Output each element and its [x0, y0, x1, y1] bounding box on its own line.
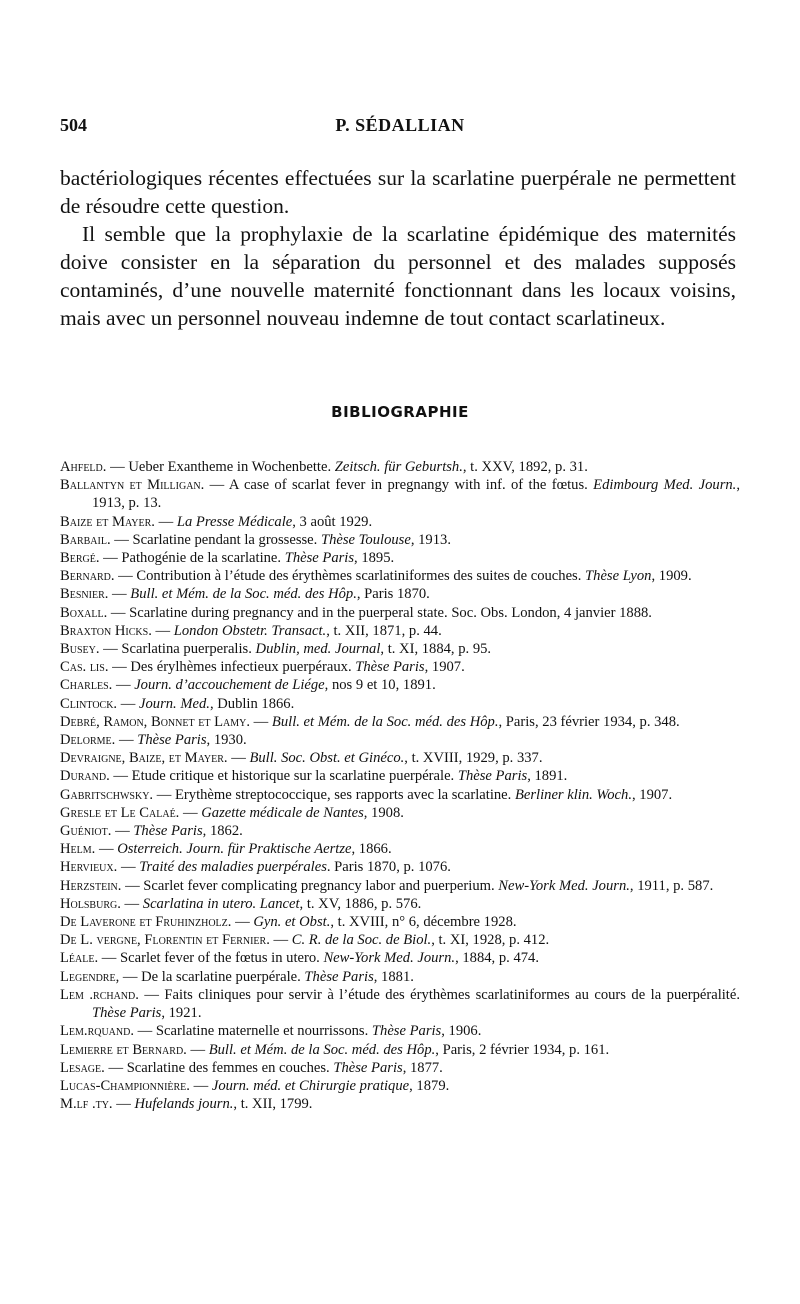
entry-source: Journ. Med. — [139, 695, 210, 712]
bibliography-entry — [60, 604, 740, 622]
bibliography-entry — [60, 840, 740, 858]
entry-text: — — [120, 695, 139, 712]
entry-source: New-York Med. Journ. — [323, 950, 456, 967]
entry-source: Thèse Paris — [355, 659, 425, 676]
entry-details: , 1909. — [651, 568, 692, 585]
body-text — [60, 164, 736, 332]
entry-details: , t. XVIII, 1929, p. 337. — [404, 750, 543, 767]
entry-details: , 1913. — [410, 531, 451, 548]
entry-text: — — [190, 1041, 209, 1058]
entry-details: , 1895. — [354, 550, 395, 567]
entry-text: — Scarlatine maternelle et nourrissons. — [137, 1023, 372, 1040]
entry-details: , t. XII, 1799. — [233, 1096, 313, 1113]
bibliography-entry — [60, 1059, 740, 1077]
entry-text: — — [273, 932, 292, 949]
bibliography-entry — [60, 731, 740, 749]
entry-text: — — [118, 732, 138, 749]
entry-author: Besnier. — [60, 586, 109, 603]
entry-text: — — [158, 513, 177, 530]
entry-source: C. R. de la Soc. de Biol. — [291, 932, 432, 949]
entry-source: Edimbourg Med. Journ. — [593, 477, 737, 494]
entry-author: Charles. — [60, 677, 113, 694]
entry-details: , 3 août 1929. — [292, 513, 373, 530]
entry-details: , 1930. — [206, 732, 247, 749]
entry-details: , 1879. — [409, 1077, 450, 1094]
entry-author: Boxall. — [60, 604, 108, 621]
bibliography-entry — [60, 786, 740, 804]
entry-details: , t. XI, 1928, p. 412. — [431, 932, 550, 949]
entry-text: — — [253, 713, 272, 730]
bibliography-entry — [60, 1095, 740, 1113]
entry-source: Gyn. et Obst. — [253, 914, 331, 931]
entry-author: Léale. — [60, 950, 99, 967]
entry-details: , t. XVIII, n° 6, décembre 1928. — [330, 914, 517, 931]
entry-author: Lemierre et Bernard. — [60, 1041, 187, 1058]
entry-text: — Etude critique et historique sur la scarlatine puerpérale. — [113, 768, 458, 785]
entry-text: — Scarlet fever complicating pregnancy labor and puerperium. — [125, 877, 499, 894]
entry-text: — Pathogénie de la scarlatine. — [103, 550, 285, 567]
bibliography-entry — [60, 567, 740, 585]
entry-details: , t. XI, 1884, p. 95. — [380, 641, 492, 658]
entry-source: Thèse Paris — [284, 550, 355, 567]
entry-source: Bull. Soc. Obst. et Ginéco. — [249, 750, 405, 767]
entry-source: Thèse Paris — [457, 768, 528, 785]
entry-details: , t. XXV, 1892, p. 31. — [462, 459, 588, 475]
entry-source: Bull. et Mém. de la Soc. méd. des Hôp. — [130, 586, 357, 603]
entry-source: Journ. méd. et Chirurgie pratique — [211, 1077, 410, 1094]
entry-text: — Scarlatine des femmes en couches. — [108, 1059, 334, 1076]
entry-source: Osterreich. Journ. für Praktische Aertze — [117, 841, 352, 858]
entry-text: — Contribution à l’étude des érythèmes scarlatiniformes des suites de couches. — [118, 568, 586, 585]
entry-text: — — [231, 750, 250, 767]
entry-source: Thèse Paris — [371, 1023, 442, 1040]
entry-text: — De la scarlatine puerpérale. — [122, 968, 305, 985]
entry-source: Dublin, med. Journal — [255, 641, 381, 658]
entry-text: — Des érylhèmes infectieux puerpéraux. — [112, 659, 356, 676]
bibliography-entry — [60, 622, 740, 640]
entry-author: Baize et Mayer. — [60, 513, 155, 530]
entry-text: — — [112, 586, 131, 603]
entry-source: Thèse Paris — [133, 823, 203, 840]
entry-text: — — [120, 859, 140, 876]
bibliography-entry — [60, 1077, 740, 1095]
bibliography-entry — [60, 1022, 740, 1040]
entry-author: Gabritschwsky. — [60, 786, 154, 803]
bibliography-entry — [60, 695, 740, 713]
bibliography-entry — [60, 986, 740, 1022]
entry-author: Debré, Ramon, Bonnet et Lamy. — [60, 713, 251, 730]
entry-source: New-York Med. Journ. — [498, 877, 630, 894]
entry-text: — — [193, 1077, 212, 1094]
entry-author: Barbail. — [60, 531, 111, 548]
entry-details: , 1908. — [363, 804, 404, 821]
entry-source: Scarlatina in utero. Lancet — [142, 895, 300, 912]
entry-author: Clintock. — [60, 695, 118, 712]
entry-author: Bergé. — [60, 550, 100, 567]
entry-author: Lesage. — [60, 1059, 105, 1076]
entry-text: — — [235, 914, 254, 931]
entry-author: Lem .rchand. — [60, 986, 139, 1003]
entry-author: M.lf .ty. — [60, 1096, 113, 1113]
entry-text: — Erythème streptococcique, ses rapports avec la scarlatine. — [156, 786, 515, 803]
entry-source: Thèse Lyon — [585, 568, 652, 585]
entry-details: , 1891. — [527, 768, 568, 785]
entry-text: — — [115, 823, 134, 840]
entry-details: , 1862. — [202, 823, 243, 840]
entry-author: Devraigne, Baize, et Mayer. — [60, 750, 228, 767]
bibliography-entry — [60, 749, 740, 767]
entry-source: Thèse Paris — [92, 1005, 162, 1022]
bibliography-list — [60, 458, 740, 1113]
entry-source: La Presse Médicale — [176, 513, 293, 530]
entry-author: Durand. — [60, 768, 110, 785]
bibliography-entry — [60, 913, 740, 931]
entry-source: Hufelands journ. — [134, 1096, 234, 1113]
entry-text: — — [182, 804, 202, 821]
bibliography-entry — [60, 895, 740, 913]
entry-details: , nos 9 et 10, 1891. — [324, 677, 436, 694]
entry-text: — Scarlet fever of the fœtus in utero. — [101, 950, 324, 967]
entry-author: Guéniot. — [60, 823, 112, 840]
entry-text: — — [98, 841, 118, 858]
entry-text: — Faits cliniques pour servir à l’étude des érythèmes scarlatiniformes au cours de la puerpéralité. — [144, 986, 740, 1003]
bibliography-entry — [60, 877, 740, 895]
bibliography-entry — [60, 931, 740, 949]
entry-source: Thèse Paris — [333, 1059, 403, 1076]
entry-text: — A case of scarlat fever in pregnangy with inf. of the fœtus. — [209, 477, 594, 494]
entry-text: — Scarlatina puerperalis. — [103, 641, 256, 658]
entry-author: Gresle et Le Calaé. — [60, 804, 180, 821]
entry-details: , Dublin 1866. — [209, 695, 295, 712]
entry-details: , 1881. — [373, 968, 414, 985]
bibliography-entry — [60, 549, 740, 567]
bibliography-entry — [60, 713, 740, 731]
entry-source: Zeitsch. für Geburtsh. — [334, 459, 463, 475]
bibliography-entry — [60, 513, 740, 531]
entry-text: — Scarlatine during pregnancy and in the puerperal state. Soc. Obs. London, 4 janvier 1888. — [110, 604, 652, 621]
entry-details: , 1907. — [424, 659, 465, 676]
entry-author: Legendre, — [60, 968, 120, 985]
entry-author: Braxton Hicks. — [60, 622, 152, 639]
bibliography-entry — [60, 822, 740, 840]
entry-author: Hervieux. — [60, 859, 118, 876]
running-head: P. SÉDALLIAN — [335, 115, 465, 135]
entry-text: — Scarlatine pendant la grossesse. — [114, 531, 321, 548]
entry-source: Bull. et Mém. de la Soc. méd. des Hôp. — [208, 1041, 436, 1058]
bibliography-entry — [60, 804, 740, 822]
entry-details: , 1866. — [351, 841, 392, 858]
bibliography-entry — [60, 531, 740, 549]
entry-author: Ahfeld. — [60, 459, 107, 475]
entry-source: Thèse Paris — [304, 968, 374, 985]
entry-text: — — [155, 622, 174, 639]
entry-source: Journ. d’accouchement de Liége — [134, 677, 325, 694]
page-header — [60, 115, 740, 139]
entry-source: Bull. et Mém. de la Soc. méd. des Hôp. — [271, 713, 499, 730]
bibliography-entry — [60, 968, 740, 986]
bibliography-entry — [60, 458, 740, 476]
entry-author: Lem.rquand. — [60, 1023, 134, 1040]
paragraph: bactériologiques récentes effectuées sur la scarlatine puerpérale ne permettent de résoudre cette question. — [60, 166, 736, 218]
entry-author: Lucas-Championnière. — [60, 1077, 190, 1094]
entry-source: Thèse Paris — [137, 732, 207, 749]
entry-author: Helm. — [60, 841, 96, 858]
entry-text: — — [124, 895, 143, 912]
entry-details: , 1884, p. 474. — [455, 950, 539, 967]
entry-author: Holsburg. — [60, 895, 121, 912]
entry-details: , 1921. — [161, 1005, 202, 1022]
entry-source: Thèse Toulouse — [320, 531, 411, 548]
bibliography-entry — [60, 640, 740, 658]
entry-author: De L. vergne, Florentin et Fernier. — [60, 932, 270, 949]
bibliography-entry — [60, 1041, 740, 1059]
entry-author: Ballantyn et Milligan. — [60, 477, 205, 494]
entry-details: , 1906. — [441, 1023, 482, 1040]
entry-author: Bernard. — [60, 568, 115, 585]
entry-source: Gazette médicale de Nantes — [201, 804, 364, 821]
entry-details: , Paris 1870. — [356, 586, 430, 603]
entry-author: Herzstein. — [60, 877, 122, 894]
entry-source: Traité des maladies puerpérales — [139, 859, 327, 876]
entry-text: — — [116, 1096, 135, 1113]
bibliography-entry — [60, 585, 740, 603]
entry-source: Berliner klin. Woch. — [514, 786, 632, 803]
bibliography-entry — [60, 676, 740, 694]
bibliography-entry — [60, 949, 740, 967]
entry-details: , 1913, p. 13. — [92, 477, 740, 512]
entry-details: , t. XII, 1871, p. 44. — [326, 622, 442, 639]
bibliography-entry — [60, 858, 740, 876]
entry-details: , Paris, 23 février 1934, p. 348. — [498, 713, 680, 730]
entry-details: , t. XV, 1886, p. 576. — [299, 895, 422, 912]
entry-author: Busey. — [60, 641, 100, 658]
entry-text: — Ueber Exantheme in Wochenbette. — [110, 459, 335, 475]
page-number: 504 — [60, 115, 87, 135]
entry-details: , Paris, 2 février 1934, p. 161. — [435, 1041, 610, 1058]
entry-author: Delorme. — [60, 732, 116, 749]
entry-source: London Obstetr. Transact. — [173, 622, 327, 639]
bibliography-entry — [60, 767, 740, 785]
bibliography-entry — [60, 658, 740, 676]
paragraph: Il semble que la prophylaxie de la scarlatine épidémique des maternités doive consister en la séparation du personnel et des malades supposés contaminés, d’une nouvelle maternité fonctionnant dans les locaux voisins, mais avec un personnel nouveau indemne de tout contact scarlatineux. — [60, 222, 736, 330]
entry-details: , 1907. — [631, 786, 673, 803]
entry-text: — — [115, 677, 135, 694]
entry-details: , 1911, p. 587. — [629, 877, 714, 894]
bibliography-title: BIBLIOGRAPHIE — [331, 403, 469, 421]
entry-author: De Laverone et Fruhinzholz. — [60, 914, 232, 931]
bibliography-entry — [60, 476, 740, 512]
entry-details: . Paris 1870, p. 1076. — [326, 859, 451, 876]
entry-author: Cas. lis. — [60, 659, 109, 676]
entry-details: , 1877. — [402, 1059, 443, 1076]
